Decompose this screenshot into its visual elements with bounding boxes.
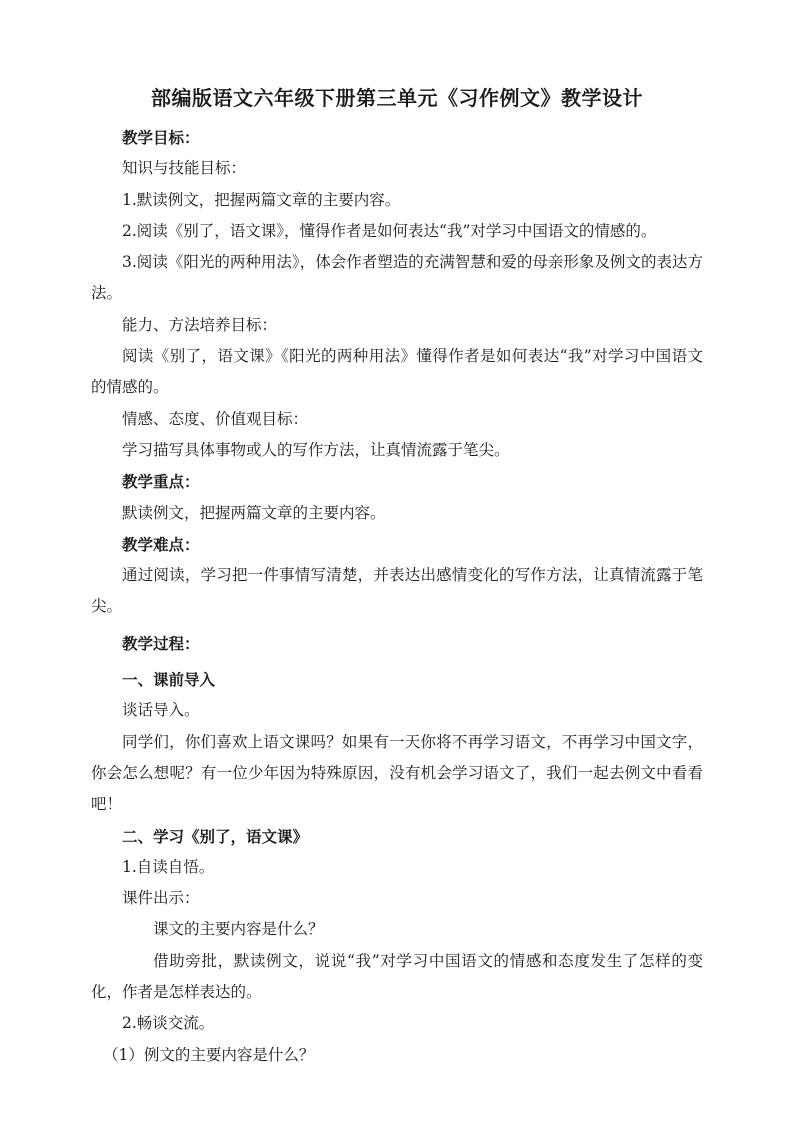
subheading-knowledge-goals: 知识与技能目标： xyxy=(122,159,247,178)
slide-label: 课件出示： xyxy=(122,889,200,908)
document-body xyxy=(91,122,703,1071)
section-heading-intro: 一、课前导入 xyxy=(122,670,216,690)
difficulties-text: 通过阅读，学习把一件事情写清楚，并表达出感情变化的写作方法，让真情流露于笔尖。 xyxy=(91,566,703,616)
subheading-ability-goals: 能力、方法培养目标： xyxy=(122,315,278,334)
ability-goal-text: 阅读《别了，语文课》《阳光的两种用法》懂得作者是如何表达“我”对学习中国语文的情感的。 xyxy=(91,347,703,397)
slide-question-1: 课文的主要内容是什么？ xyxy=(153,920,324,939)
slide-question-2: 借助旁批，默读例文，说说“我”对学习中国语文的情感和态度发生了怎样的变化，作者是怎样表达的。 xyxy=(91,951,703,1002)
heading-teaching-goals: 教学目标： xyxy=(122,128,200,147)
intro-method: 谈话导入。 xyxy=(122,701,200,720)
heading-key-points: 教学重点： xyxy=(122,472,200,492)
intro-text: 同学们，你们喜欢上语文课吗？如果有一天你将不再学习语文，不再学习中国文字，你会怎么想呢？有一位少年因为特殊原因，没有机会学习语文了，我们一起去例文中看看吧！ xyxy=(91,732,703,814)
key-points-text: 默读例文，把握两篇文章的主要内容。 xyxy=(122,503,386,522)
section-heading-study: 二、学习《别了，语文课》 xyxy=(122,826,309,846)
heading-difficulties: 教学难点： xyxy=(122,534,200,554)
step-discussion: 2.畅谈交流。 xyxy=(122,1014,215,1033)
document-title: 部编版语文六年级下册第三单元《习作例文》教学设计 xyxy=(151,86,643,110)
discussion-question-1: （1）例文的主要内容是什么？ xyxy=(103,1045,315,1064)
goal-item-1: 1.默读例文，把握两篇文章的主要内容。 xyxy=(122,190,401,209)
step-self-read: 1.自读自悟。 xyxy=(122,857,215,876)
subheading-emotion-goals: 情感、态度、价值观目标： xyxy=(122,409,309,428)
goal-item-3: 3.阅读《阳光的两种用法》，体会作者塑造的充满智慧和爱的母亲形象及例文的表达方法。 xyxy=(91,253,703,303)
heading-teaching-process: 教学过程： xyxy=(122,633,200,653)
emotion-goal-text: 学习描写具体事物或人的写作方法，让真情流露于笔尖。 xyxy=(122,440,510,459)
goal-item-2: 2.阅读《别了，语文课》，懂得作者是如何表达“我”对学习中国语文的情感的。 xyxy=(122,221,657,240)
